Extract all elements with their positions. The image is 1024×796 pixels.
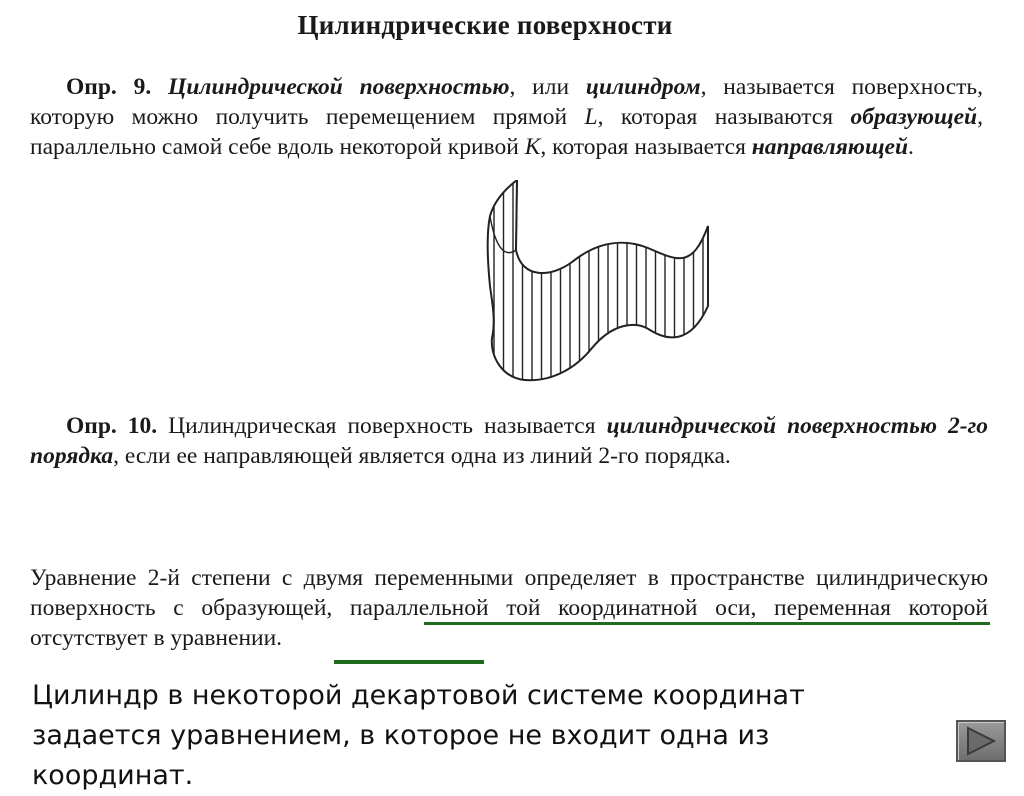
def9-term-generatrix: образующей (850, 104, 978, 130)
def9-text: , которая называются (597, 104, 851, 130)
def9-term-cylinder: цилиндром (585, 74, 701, 100)
def10-term-second-order: цилиндрической поверхностью 2-го порядка (30, 413, 988, 469)
equation-text-part: в уравнении. (147, 625, 283, 651)
def9-text: , называется поверхность, которую можно получить перемещением прямой (30, 74, 984, 130)
def9-term-directrix: направляющей (751, 134, 909, 160)
def9-text: , параллельно самой себе вдоль некоторой кривой (30, 104, 983, 160)
def10-text: Цилиндрическая поверхность называется (157, 413, 607, 439)
def9-text: . (908, 134, 914, 160)
equation-paragraph (30, 563, 988, 653)
next-slide-button[interactable] (956, 720, 1006, 762)
def9-term-cylindrical-surface: Цилиндрической поверхностью (168, 74, 510, 100)
definition-9 (30, 72, 983, 162)
def9-text: , или (509, 74, 586, 100)
def9-var-K: K (524, 134, 541, 160)
underline-mark-2 (334, 660, 484, 664)
equation-underlined-word: отсутствует (30, 625, 148, 651)
def10-label: Опр. 10. (66, 413, 158, 439)
play-arrow-icon (964, 726, 998, 756)
def9-label: Опр. 9. (66, 74, 152, 100)
equation-text-part: оси, переменная которой (697, 595, 988, 621)
underline-mark-1 (424, 622, 990, 625)
definition-10 (30, 411, 988, 471)
def9-var-L: L (584, 104, 598, 130)
equation-text-part: Уравнение 2-й степени с двумя переменными определяет в пространстве цилиндрическую поверхность с (30, 565, 988, 621)
def10-text: , если ее направляющей является одна из линий 2-го порядка. (113, 443, 731, 469)
equation-underlined-phrase: образующей, параллельной той координатной (201, 595, 698, 621)
cylinder-note: Цилиндр в некоторой декартовой системе координат задается уравнением, в которое не входит одна из координат. (32, 680, 805, 791)
cylindrical-surface-figure (480, 180, 720, 385)
def9-text: , которая называется (540, 134, 752, 160)
page-title: Цилиндрические поверхности (297, 10, 673, 40)
